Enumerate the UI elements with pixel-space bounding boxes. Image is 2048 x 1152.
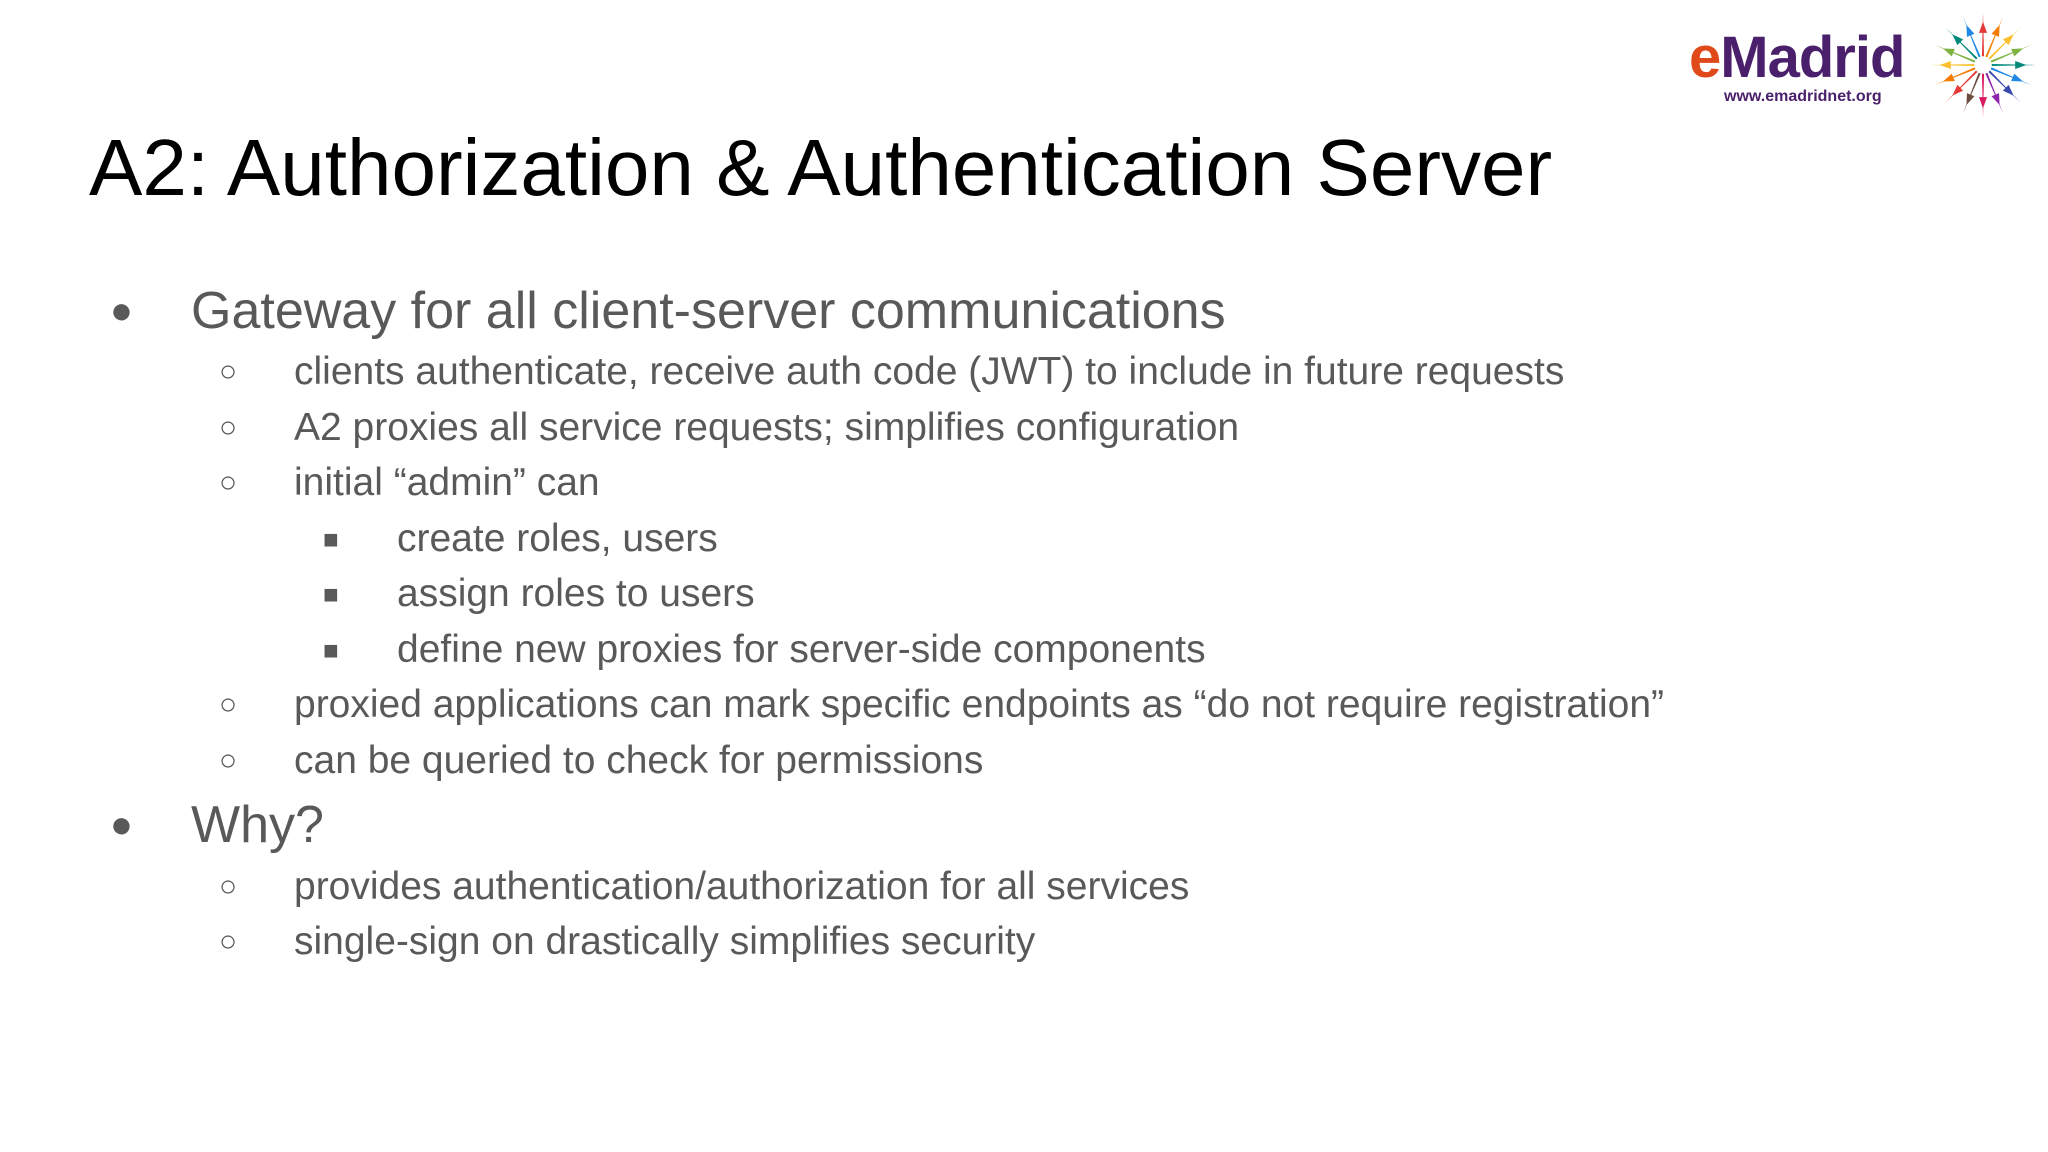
emadrid-star-icon xyxy=(1924,6,2042,124)
star-ray xyxy=(1930,64,1974,66)
bullet-marker: ■ xyxy=(323,579,339,609)
star-ray xyxy=(1982,74,1984,118)
bullet-marker: ○ xyxy=(219,870,238,903)
star-ray-tip xyxy=(2011,48,2023,56)
star-ray xyxy=(1934,45,1975,63)
slide-title: A2: Authorization & Authentication Server xyxy=(89,123,1553,212)
bullet-text: initial “admin” can xyxy=(294,461,600,504)
logo-wordmark: eMadrid xyxy=(1689,25,1905,90)
star-ray-tip xyxy=(1966,25,1974,37)
bullet-marker: ■ xyxy=(323,635,339,665)
logo-url: www.emadridnet.org xyxy=(1724,88,1882,105)
bullet-text: Gateway for all client-server communications xyxy=(191,282,1226,340)
bullet-marker: ○ xyxy=(219,466,238,499)
bullet-text: A2 proxies all service requests; simplifies configuration xyxy=(294,406,1240,449)
star-ray xyxy=(1963,73,1981,114)
bullet-marker: ○ xyxy=(219,925,238,958)
bullet-marker: ○ xyxy=(219,688,238,721)
bullet-text: can be queried to check for permissions xyxy=(294,739,984,782)
star-ray-tip xyxy=(1943,48,1955,56)
bullet-marker: ■ xyxy=(323,524,339,554)
star-ray-tip xyxy=(1940,61,1951,69)
bullet-marker: ● xyxy=(110,290,133,332)
star-ray xyxy=(1991,45,2032,63)
star-ray xyxy=(1992,64,2036,66)
star-ray-tip xyxy=(1992,25,2000,37)
emadrid-logo xyxy=(1686,6,2048,124)
bullet-marker: ○ xyxy=(219,744,238,777)
bullet-text: single-sign on drastically simplifies security xyxy=(294,920,1036,963)
star-ray-tip xyxy=(1992,93,2000,105)
bullet-text: assign roles to users xyxy=(397,572,755,615)
star-ray-tip xyxy=(1966,93,1974,105)
bullet-text: create roles, users xyxy=(397,517,718,560)
bullet-text: Why? xyxy=(191,796,324,854)
bullet-marker: ● xyxy=(110,804,133,846)
star-ray-tip xyxy=(1979,22,1987,33)
bullet-marker: ○ xyxy=(219,355,238,388)
star-ray xyxy=(1934,67,1975,85)
bullet-text: clients authenticate, receive auth code (JWT) to include in future requests xyxy=(294,350,1565,393)
star-ray xyxy=(1985,73,2003,114)
bullet-text: proxied applications can mark specific endpoints as “do not require registration” xyxy=(294,683,1665,726)
star-ray xyxy=(1985,16,2003,57)
star-ray xyxy=(1982,12,1984,56)
star-ray-tip xyxy=(2015,61,2026,69)
star-ray-tip xyxy=(2011,74,2023,82)
star-center xyxy=(1977,59,1989,71)
bullet-text: provides authentication/authorization for all services xyxy=(294,865,1190,908)
star-ray xyxy=(1991,67,2032,85)
star-ray xyxy=(1963,16,1981,57)
star-ray-tip xyxy=(1979,97,1987,108)
star-ray-tip xyxy=(1943,74,1955,82)
bullet-text: define new proxies for server-side components xyxy=(397,628,1206,671)
bullet-marker: ○ xyxy=(219,411,238,444)
